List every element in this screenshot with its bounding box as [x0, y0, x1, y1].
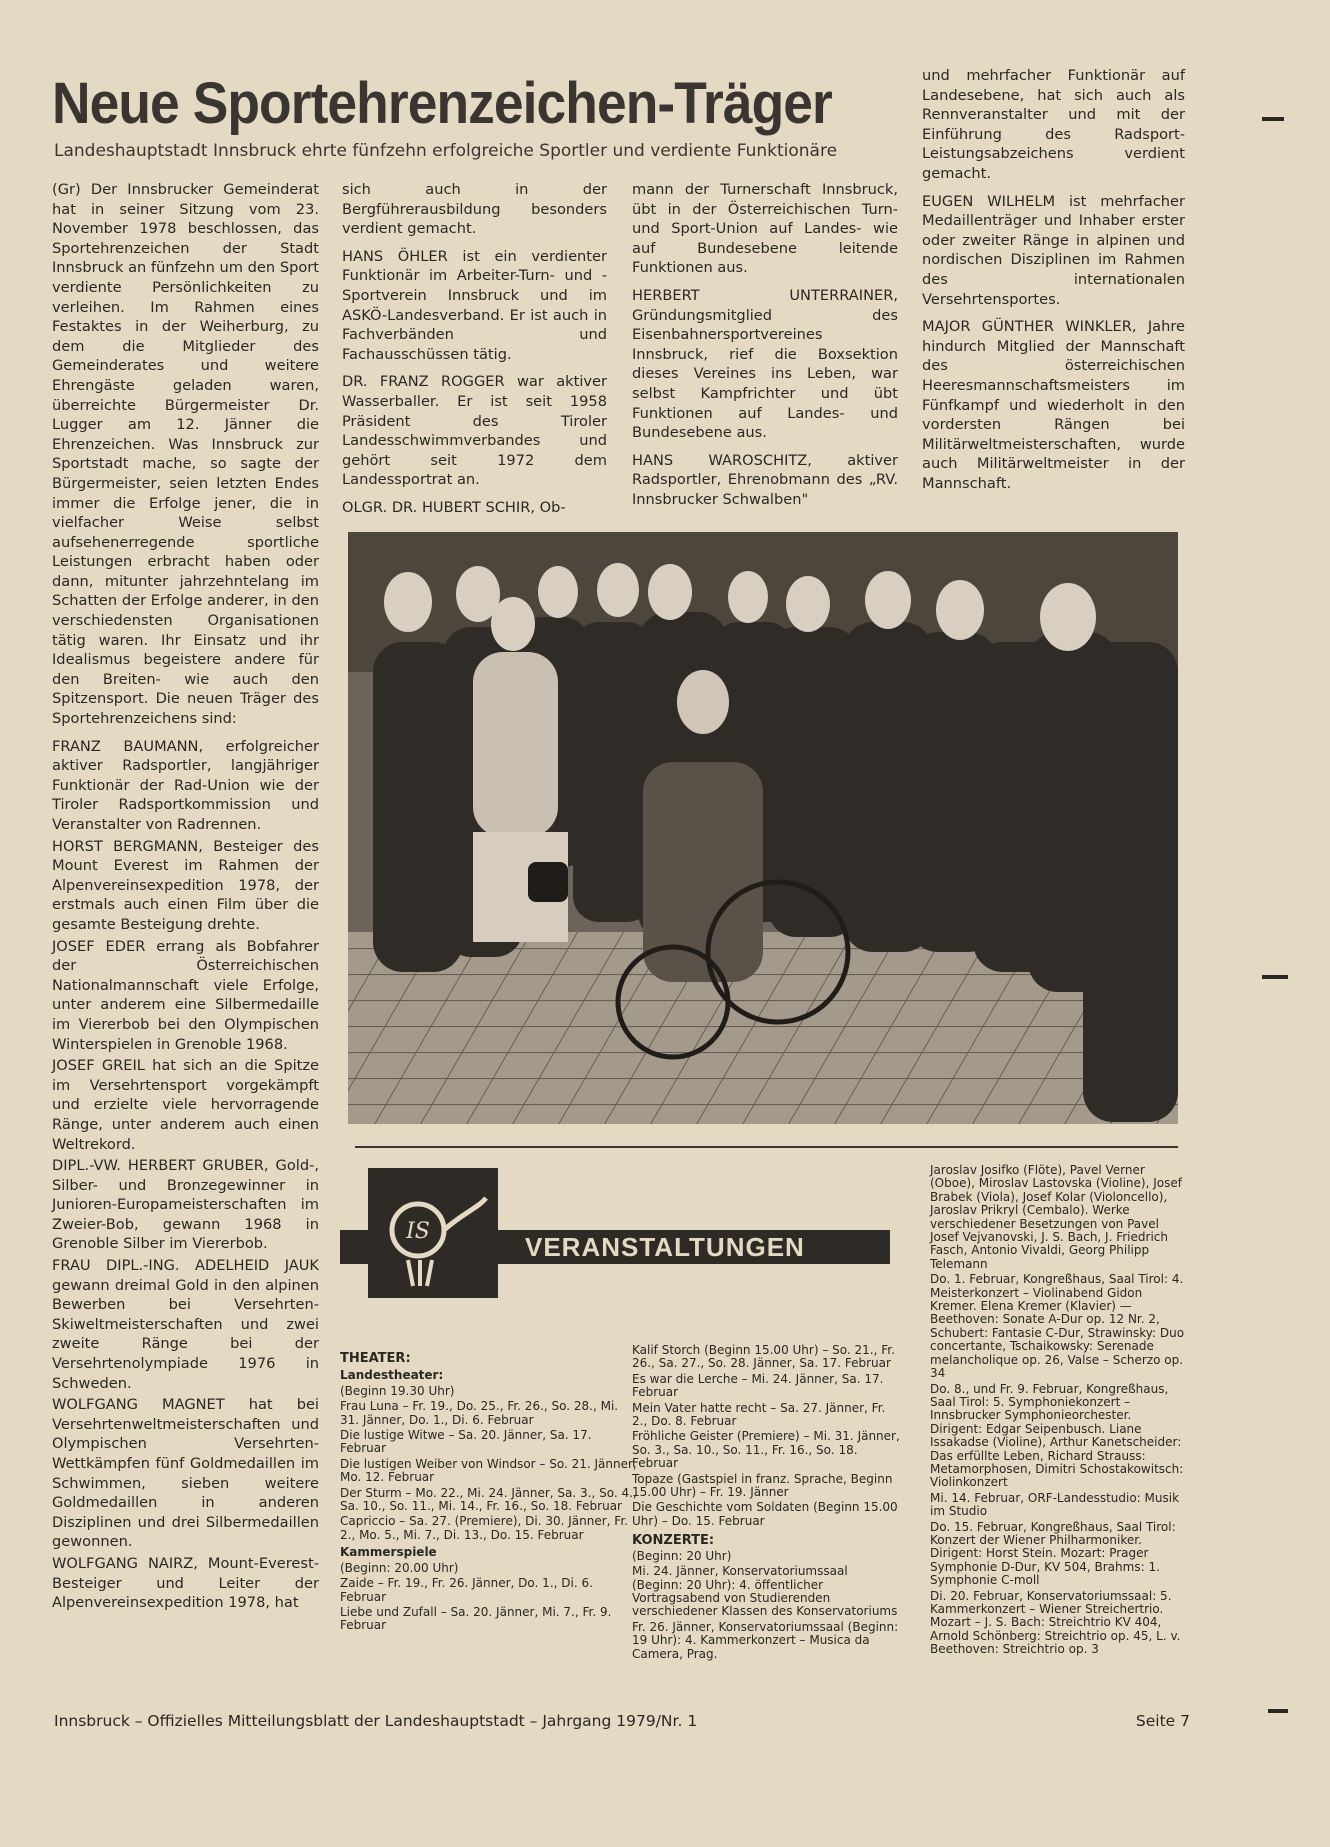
paragraph: FRANZ BAUMANN, erfolgreicher aktiver Radsportler, langjähriger Funktionär der Rad-Union wie der Tiroler Radsportkommission und Veranstalter von Radrennen.: [52, 737, 319, 833]
start-time: (Beginn 19.30 Uhr): [340, 1383, 455, 1398]
page-number: Seite 7: [1135, 1712, 1190, 1730]
events-logo-box: [368, 1168, 498, 1298]
paragraph: HERBERT UNTERRAINER, Gründungsmitglied des Eisenbahnersportvereines Innsbruck, rief die Boxsektion dieses Vereines ins Leben, war selbst Kampfrichter und übt Funktionen auf Landes- und Bundesebene aus.: [632, 286, 898, 442]
section-divider: [355, 1146, 1178, 1148]
events-column-1: [340, 1346, 640, 1635]
venue-heading: Landestheater:: [340, 1368, 444, 1383]
paragraph: mann der Turnerschaft Innsbruck, übt in der Österreichischen Turn- und Sport-Union auf Landes- wie auf Bundesebene leitende Funktionen aus.: [632, 181, 898, 277]
scan-mark: [1268, 1709, 1288, 1713]
list-item: Fr. 26. Jänner, Konservatoriumssaal (Beginn: 19 Uhr): 4. Kammerkonzert – Musica da Camera, Prag.: [632, 1619, 899, 1661]
list-item: Do. 8., und Fr. 9. Februar, Kongreßhaus, Saal Tirol: 5. Symphoniekonzert – Innsbrucker Symphonieorchester. Dirigent: Edgar Seipenbusch. Liane Issakadse (Violine), Arthur Kanetscheider: Das erfüllte Leben, Richard Strauss: Metamorphosen, Dimitri Schostakowitsch: Violinkonzert: [930, 1381, 1184, 1490]
events-banner-title: VERANSTALTUNGEN: [525, 1232, 805, 1262]
paragraph: DR. FRANZ ROGGER war aktiver Wasserballer. Er ist seit 1958 Präsident des Tiroler Landesschwimmverbandes und gehört seit 1972 dem Landessportrat an.: [342, 373, 607, 489]
emblem-letters: IS: [406, 1219, 430, 1244]
publication-line: Innsbruck – Offizielles Mitteilungsblatt der Landeshauptstadt – Jahrgang 1979/Nr. 1: [54, 1712, 698, 1730]
article-column-1: [52, 180, 319, 1615]
section-heading: THEATER:: [340, 1351, 411, 1366]
list-item: Zaide – Fr. 19., Fr. 26. Jänner, Do. 1., Di. 6. Februar: [340, 1576, 593, 1604]
paragraph: HANS WAROSCHITZ, aktiver Radsportler, Ehrenobmann des „RV. Innsbrucker Schwalben": [632, 451, 898, 508]
list-item: Do. 1. Februar, Kongreßhaus, Saal Tirol: 4. Meisterkonzert – Violinabend Gidon Kremer. Elena Kremer (Klavier) — Beethoven: Sonate A-Dur op. 12 Nr. 2, Schubert: Fantasie C-Dur, Strawinsky: Duo concertante, Tschaikowsky: Serenade melancholique op. 26, Valse – Scherzo op. 34: [930, 1272, 1185, 1381]
group-photo: [348, 532, 1178, 1124]
events-column-3: [930, 1164, 1185, 1659]
list-item: Jaroslav Josifko (Flöte), Pavel Verner (Oboe), Miroslav Lastovska (Violine), Josef Brabek (Viola), Josef Kolar (Violoncello), Jaroslav Prikryl (Cembalo). Werke verschiedener Besetzungen von Pavel Josef Vejvanovski, J. S. Bach, J. Friedrich Fasch, Antonio Vivaldi, Georg Philipp Telemann: [930, 1163, 1182, 1271]
paragraph: OLGR. DR. HUBERT SCHIR, Ob-: [342, 498, 566, 516]
paragraph: und mehrfacher Funktionär auf Landesebene, hat sich auch als Rennveranstalter und mit der Einführung des Radsport-Leistungsabzeichens verdient gemacht.: [922, 67, 1185, 182]
paragraph: sich auch in der Bergführerausbildung besonders verdient gemacht.: [342, 181, 607, 238]
scan-mark: [1262, 975, 1288, 979]
article-subheadline: Landeshauptstadt Innsbruck ehrte fünfzehn erfolgreiche Sportler und verdiente Funktionäre: [54, 141, 838, 161]
paragraph: MAJOR GÜNTHER WINKLER, Jahre hindurch Mitglied der Mannschaft des österreichischen Heeresmannschaftsmeisters im Fünfkampf und wiederholt in den vordersten Rängen bei Militärweltmeisterschaften, wurde auch Militärweltmeister in der Mannschaft.: [922, 318, 1185, 492]
paragraph: HANS ÖHLER ist ein verdienter Funktionär im Arbeiter-Turn- und -Sportverein Innsbruck und im ASKÖ-Landesverband. Er ist auch in Fachverbänden und Fachausschüssen tätig.: [342, 247, 607, 363]
list-item: Topaze (Gastspiel in franz. Sprache, Beginn 15.00 Uhr) – Fr. 19. Jänner: [632, 1471, 893, 1500]
paragraph: JOSEF GREIL hat sich an die Spitze im Versehrtensport vorgekämpft und erzielte viele hervorragende Ränge, unter anderem auch einen Weltrekord.: [52, 1057, 319, 1153]
paragraph: (Gr) Der Innsbrucker Gemeinderat hat in seiner Sitzung vom 23. November 1978 beschlossen, das Sportehrenzeichen der Stadt Innsbruck an fünfzehn um den Sport verdiente Persönlichkeiten zu verleihen. Im Rahmen eines Festaktes in der Weiherburg, zu dem die Mitglieder des Gemeinderates und weitere Ehrengäste geladen waren, überreichte Bürgermeister Dr. Lugger am 12. Jänner die Ehrenzeichen. Was Innsbruck zur Sportstadt mache, so sagte der Bürgermeister, seien letzten Endes immer die Erfolge jener, die in vielfacher Weise selbst aufsehenerregende sportliche Leistungen erbracht haben oder dann, mitunter jahrzehntelang im Schatten der Erfolge anderer, in den verschiedensten Organisationen tätig waren. Ihr Einsatz und ihr Idealismus begeistere andere für den Breiten- wie auch den Spitzensport. Die neuen Träger des Sportehrenzeichens sind:: [52, 181, 319, 728]
list-item: Capriccio – Sa. 27. (Premiere), Di. 30. Jänner, Fr. 2., Mo. 5., Mi. 7., Di. 13., Do. 15. Februar: [340, 1514, 628, 1542]
article-column-4: [922, 66, 1185, 501]
section-heading: KONZERTE:: [632, 1533, 715, 1549]
list-item: Fröhliche Geister (Premiere) – Mi. 31. Jänner, So. 3., Sa. 10., So. 11., Fr. 16., So. 18. Februar: [632, 1429, 900, 1471]
paragraph: HORST BERGMANN, Besteiger des Mount Everest im Rahmen der Alpenvereinsexpedition 1978, der erstmals auch einen Film über die gesamte Besteigung drehte.: [52, 837, 319, 933]
paragraph: EUGEN WILHELM ist mehrfacher Medaillenträger und Inhaber erster oder zweiter Ränge in alpinen und nordischen Disziplinen im Rahmen des internationalen Versehrtensportes.: [922, 192, 1185, 308]
paragraph: JOSEF EDER errang als Bobfahrer der Österreichischen Nationalmannschaft viele Erfolge, unter anderem eine Silbermedaille im Viererbob bei den Olympischen Winterspielen in Grenoble 1968.: [52, 937, 319, 1053]
start-time: (Beginn: 20.00 Uhr): [340, 1560, 459, 1575]
list-item: Mein Vater hatte recht – Sa. 27. Jänner, Fr. 2., Do. 8. Februar: [632, 1400, 886, 1429]
list-item: Di. 20. Februar, Konservatoriumssaal: 5. Kammerkonzert – Wiener Streichertrio. Mozart – J. S. Bach: Streichtrio KV 404, Arnold Schönberg: Streichtrio op. 45, L. v. Beethoven: Streichtrio op. 3: [930, 1588, 1181, 1657]
events-column-2: [632, 1344, 900, 1663]
start-time: (Beginn: 20 Uhr): [632, 1548, 732, 1563]
list-item: Do. 15. Februar, Kongreßhaus, Saal Tirol: Konzert der Wiener Philharmoniker. Dirigent: Horst Stein. Mozart: Prager Symphonie D-Dur, KV 504, Brahms: 1. Symphonie C-moll: [930, 1519, 1176, 1588]
list-item: Die lustige Witwe – Sa. 20. Jänner, Sa. 17. Februar: [340, 1428, 592, 1456]
list-item: Die Geschichte vom Soldaten (Beginn 15.00 Uhr) – Do. 15. Februar: [632, 1500, 898, 1528]
list-item: Der Sturm – Mo. 22., Mi. 24. Jänner, Sa. 3., So. 4., Sa. 10., So. 11., Mi. 14., Fr. 16., So. 18. Februar: [340, 1485, 637, 1514]
list-item: Frau Luna – Fr. 19., Do. 25., Fr. 26., So. 28., Mi. 31. Jänner, Do. 1., Di. 6. Februar: [340, 1399, 619, 1427]
list-item: Kalif Storch (Beginn 15.00 Uhr) – So. 21., Fr. 26., Sa. 27., So. 28. Jänner, Sa. 17. Februar: [632, 1343, 895, 1371]
list-item: Liebe und Zufall – Sa. 20. Jänner, Mi. 7., Fr. 9. Februar: [340, 1604, 612, 1633]
venue-heading: Kammerspiele: [340, 1545, 437, 1560]
scan-mark: [1262, 117, 1284, 121]
article-column-3: [632, 180, 898, 518]
paragraph: WOLFGANG NAIRZ, Mount-Everest-Besteiger und Leiter der Alpenvereinsexpedition 1978, hat: [52, 1554, 319, 1612]
innsbruck-emblem-icon: [368, 1168, 498, 1298]
article-column-2: [342, 180, 607, 526]
list-item: Es war die Lerche – Mi. 24. Jänner, Sa. 17. Februar: [632, 1371, 884, 1400]
paragraph: FRAU DIPL.-ING. ADELHEID JAUK gewann dreimal Gold in den alpinen Bewerben bei Versehrten-Skiweltmeisterschaften und zwei zweite Ränge bei der Versehrtenolympiade 1976 in Schweden.: [52, 1257, 319, 1392]
list-item: Mi. 14. Februar, ORF-Landesstudio: Musik im Studio: [930, 1490, 1180, 1519]
list-item: Die lustigen Weiber von Windsor – So. 21. Jänner, Mo. 12. Februar: [340, 1456, 637, 1485]
article-headline: Neue Sportehrenzeichen-Träger: [52, 71, 832, 136]
paragraph: WOLFGANG MAGNET hat bei Versehrtenweltmeisterschaften und Olympischen Versehrten-Wettkämpfen fünf Goldmedaillen im Schwimmen, sieben weitere Goldmedaillen in anderen Disziplinen und drei Silbermedaillen gewonnen.: [52, 1396, 319, 1551]
list-item: Mi. 24. Jänner, Konservatoriumssaal (Beginn: 20 Uhr): 4. öffentlicher Vortragsabend von Studierenden verschiedener Klassen des Konservatoriums: [632, 1564, 898, 1619]
paragraph: DIPL.-VW. HERBERT GRUBER, Gold-, Silber- und Bronzegewinner in Junioren-Europameisterschaften im Zweier-Bob, gewann 1968 in Grenoble Silber im Viererbob.: [52, 1157, 319, 1253]
